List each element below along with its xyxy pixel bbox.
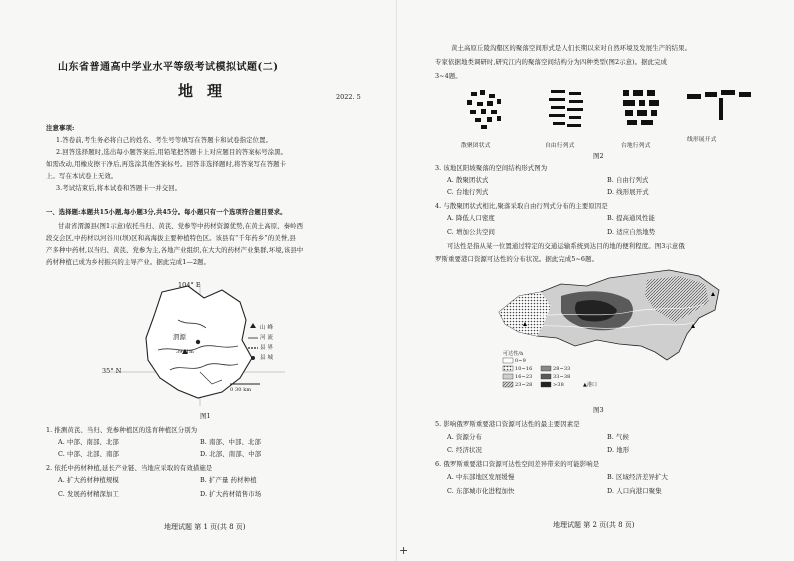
county-label: 渭源	[173, 333, 186, 341]
parallel-label: 35° N	[102, 367, 122, 375]
figure2-caption: 图2	[593, 152, 604, 160]
fig2-type-label: 台地行列式	[621, 143, 651, 149]
figure2-diagram	[437, 86, 777, 138]
figure3-caption: 图3	[593, 406, 604, 414]
question-1: 1. 推测黄芪、当归、党参种植区的选育种植区分别为	[46, 426, 198, 434]
legend-swatch	[503, 382, 513, 387]
legend-swatch	[541, 366, 551, 371]
fig2-type-label: 线形展开式	[687, 137, 717, 143]
legend-peak-icon	[250, 323, 256, 328]
page-footer: 地理试题 第 1 页(共 8 页)	[164, 523, 246, 531]
fig2-type-label: 自由行列式	[545, 143, 575, 149]
fig3-legend-label: 33~38	[553, 374, 571, 380]
q5-option-c[interactable]: C. 经济状况	[447, 446, 482, 454]
question-6: 6. 俄罗斯重要港口资源可达性空间差异带来的可能影响是	[435, 460, 600, 468]
page-right	[397, 0, 794, 561]
q1-option-c[interactable]: C. 中部、北部、南部	[58, 450, 119, 458]
linear-pattern	[687, 90, 751, 120]
section1-heading: 一、选择题:本题共15小题,每小题3分,共45分。每小题只有一个选项符合题目要求。	[46, 209, 287, 216]
q4-option-b[interactable]: B. 提高通风性能	[607, 214, 656, 222]
intro-line: 3~4题。	[435, 72, 462, 80]
q6-option-c[interactable]: C. 东部城市化进程加快	[447, 487, 515, 495]
figure1-caption: 图1	[200, 412, 211, 420]
exam-date: 2022. 5	[336, 93, 361, 101]
q2-option-b[interactable]: B. 扩产量 药材种植	[200, 476, 257, 484]
fig3-legend-label: 16~23	[515, 374, 533, 380]
intro-line: 专家依据地类调研时,研究江内的聚落空间结构分为四种类型(图2示意)。据此完成	[435, 58, 668, 66]
legend-swatch	[503, 366, 513, 371]
intro-line: 黄土高原丘陵沟壑区的聚落空间形式是人们长期以来对自然环境及发展生产的结果。	[451, 44, 692, 52]
legend-swatch	[503, 358, 513, 363]
passage-line: 甘肃省渭源县(图1示意)依托当归、黄芪、党参等中药材资源优势,在黄土高原、秦岭西	[58, 222, 304, 230]
legend-label: 县 城	[260, 355, 274, 361]
q1-option-d[interactable]: D. 北部、南部、中部	[200, 450, 262, 458]
q3-option-b[interactable]: B. 自由行列式	[607, 176, 649, 184]
q1-option-b[interactable]: B. 南部、中部、北部	[200, 438, 261, 446]
fig3-legend-label: 28~33	[553, 366, 571, 372]
notes-line: 1.答卷前,考生务必将自己的姓名、考生号等填写在答题卡和试卷指定位置。	[56, 136, 273, 144]
fig3-legend-label: 0~9	[515, 358, 526, 364]
legend-label: 县 界	[260, 345, 274, 351]
passage-line: 段交会区,中药材以河谷川(坝)区和高海拔主要种植特色区。该县有“千年药乡”的美誉,县	[46, 234, 296, 242]
legend-label: 山 峰	[260, 325, 274, 331]
passage-line: 药材种植已成为乡村振兴的主导产业。据此完成1—2题。	[46, 258, 211, 266]
notes-line: 上。写在本试卷上无效。	[46, 172, 118, 180]
page-footer: 地理试题 第 2 页(共 8 页)	[553, 521, 635, 529]
county-seat-icon	[196, 340, 200, 344]
legend-label: 河 流	[260, 335, 274, 341]
elev-label: 3941m	[176, 349, 194, 355]
fig3-legend-label: >38	[553, 382, 564, 388]
legend-swatch	[541, 382, 551, 387]
terrace-row-pattern	[623, 90, 659, 125]
notes-heading: 注意事项:	[46, 124, 75, 132]
q5-option-d[interactable]: D. 地形	[607, 446, 630, 454]
question-4: 4. 与散聚团状式相比,聚落采取自由行列式分布的主要原因是	[435, 202, 608, 210]
meridian-label: 104° E	[178, 281, 201, 289]
fig3-legend-label: 10~16	[515, 366, 533, 372]
q6-option-b[interactable]: B. 区域经济差异扩大	[607, 473, 668, 481]
cluster-pattern	[467, 90, 501, 129]
notes-line: 3.考试结束后,将本试卷和答题卡一并交回。	[56, 184, 182, 192]
q6-option-a[interactable]: A. 中东部地区发展缓慢	[447, 473, 515, 481]
question-2: 2. 依托中药材种植,延长产业链、当地应采取的有效措施是	[46, 464, 213, 472]
fig2-type-label: 散聚团状式	[461, 143, 491, 149]
question-5: 5. 影响俄罗斯重要港口资源可达性的最主要因素是	[435, 420, 580, 428]
legend-swatch	[541, 374, 551, 379]
q4-option-d[interactable]: D. 适应自然地势	[607, 228, 656, 236]
question-3: 3. 该地区阳坡聚落的空间结构形式图为	[435, 164, 548, 172]
passage-line: 产多种中药材,以当归、黄芪、党参为主,各地产业组织,在大大的药材产业集群,坏境,该县中	[46, 246, 304, 254]
registration-mark: +	[399, 544, 409, 557]
q5-option-b[interactable]: B. 气候	[607, 433, 630, 441]
legend-county-icon	[251, 356, 255, 360]
notes-line: 2.回答选择题时,选出每小题答案后,用铅笔把答题卡上对应题目的答案标号涂黑。	[56, 148, 288, 156]
fig3-legend-label: 23~28	[515, 382, 533, 388]
q6-option-d[interactable]: D. 人口向港口聚集	[607, 487, 662, 495]
q3-option-a[interactable]: A. 散聚团状式	[447, 176, 489, 184]
legend-swatch	[503, 374, 513, 379]
passage2-line: 可达性是指从某一位置通过特定的交通运输系统到达目的地的便利程度。图3示意俄	[447, 242, 685, 250]
q4-option-a[interactable]: A. 降低人口密度	[447, 214, 495, 222]
free-row-pattern	[549, 90, 583, 127]
q4-option-c[interactable]: C. 增加公共空间	[447, 228, 495, 236]
q5-option-a[interactable]: A. 资源分布	[447, 433, 482, 441]
q3-option-d[interactable]: D. 线形展开式	[607, 188, 649, 196]
q2-option-a[interactable]: A. 扩大药材种植规模	[58, 476, 119, 484]
q1-option-a[interactable]: A. 中部、南部、北部	[58, 438, 119, 446]
fig3-legend-title: 可达性/h	[503, 351, 524, 357]
passage2-line: 罗斯重要港口资源可达性的分布状况。据此完成5~6题。	[435, 255, 599, 263]
subject-title: 地理	[178, 82, 237, 100]
q2-option-c[interactable]: C. 发展药材精深加工	[58, 490, 119, 498]
exam-title: 山东省普通高中学业水平等级考试模拟试题(二)	[58, 62, 279, 73]
scale-label: 0 30 km	[230, 387, 252, 393]
notes-line: 如需改动,用橡皮擦干净后,再选涂其他答案标号。回答非选择题时,将答案写在答题卡	[46, 160, 287, 168]
fig3-port-label: ▲港口	[583, 382, 598, 388]
q2-option-d[interactable]: D. 扩大药材销售市场	[200, 490, 262, 498]
q3-option-c[interactable]: C. 台地行列式	[447, 188, 489, 196]
